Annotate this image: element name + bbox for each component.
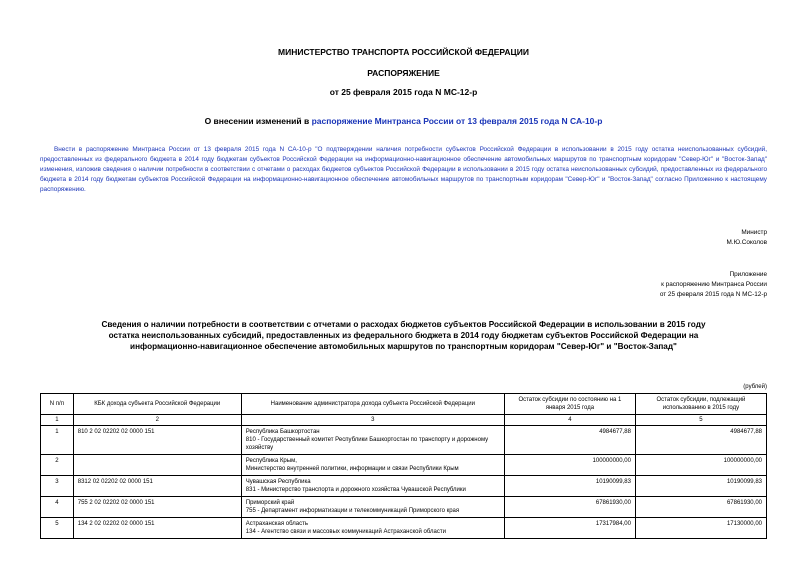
table-row: [41, 455, 767, 476]
appendix-label: Приложение: [729, 271, 767, 278]
row-admin: [241, 426, 504, 455]
header-rest-january: Остаток субсидии по состоянию на 1 января 2015 года: [504, 394, 635, 415]
intro-link-order[interactable]: распоряжение Минтранса России от 13 февраля 2015 года N СА-10-р: [85, 146, 312, 153]
title-prefix: О внесении изменений в: [204, 116, 312, 126]
document-title: [0, 116, 807, 126]
document-date: от 25 февраля 2015 года N МС-12-р: [329, 87, 478, 97]
intro-paragraph: [40, 145, 767, 195]
row-rest-january: 4984677,88: [504, 426, 635, 455]
row-number: 5: [41, 518, 74, 539]
document-type: РАСПОРЯЖЕНИЕ: [367, 68, 440, 78]
row-region: Республика Башкортостан: [245, 429, 320, 435]
row-kbk: 134 2 02 02202 02 0000 151: [73, 518, 241, 539]
intro-link-appendix[interactable]: Приложению: [684, 176, 723, 183]
row-admin: [241, 476, 504, 497]
subsidy-table: [40, 393, 767, 539]
signature-block: [726, 228, 767, 248]
appendix-line-2: к распоряжению Минтранса России: [661, 281, 767, 288]
row-number: 3: [41, 476, 74, 497]
row-number: 1: [41, 426, 74, 455]
table-column-numbers: [41, 415, 767, 426]
row-rest-january: 17317984,00: [504, 518, 635, 539]
header-kbk: КБК дохода субъекта Российской Федерации: [73, 394, 241, 415]
table-row: [41, 476, 767, 497]
col-number: 1: [41, 415, 74, 426]
table-row: [41, 426, 767, 455]
table-row: [41, 497, 767, 518]
row-admin-name: 810 - Государственный комитет Республики Башкортостан по транспорту и дорожному хозяйству: [245, 437, 489, 451]
appendix-block: [660, 270, 767, 300]
row-region: Приморский край: [245, 500, 295, 506]
appendix-line-3: от 25 февраля 2015 года N МС-12-р: [659, 291, 767, 298]
signature-role: Министр: [741, 229, 767, 236]
row-rest-use: 17130000,00: [635, 518, 766, 539]
row-number: 4: [41, 497, 74, 518]
row-rest-use: 4984677,88: [635, 426, 766, 455]
col-number: 2: [73, 415, 241, 426]
row-region: Астраханская область: [245, 521, 308, 527]
row-admin: [241, 455, 504, 476]
row-admin-name: 831 - Министерство транспорта и дорожного хозяйства Чувашской Республики: [245, 487, 466, 493]
row-region: Чувашская Республика: [245, 479, 311, 485]
col-number: 4: [504, 415, 635, 426]
ministry-name: МИНИСТЕРСТВО ТРАНСПОРТА РОССИЙСКОЙ ФЕДЕРАЦИИ: [278, 47, 529, 57]
intro-text-3: к настоящему распоряжению.: [40, 176, 767, 193]
row-admin-name: Министерство внутренней политики, информации и связи Республики Крым: [245, 466, 459, 472]
table-row: [41, 518, 767, 539]
row-kbk: [73, 455, 241, 476]
units-label: (рублей): [743, 384, 767, 390]
col-number: 5: [635, 415, 766, 426]
title-link[interactable]: распоряжение Минтранса России от 13 февраля 2015 года N СА-10-р: [311, 116, 603, 126]
header-rest-use: Остаток субсидии, подлежащий использованию в 2015 году: [635, 394, 766, 415]
row-rest-january: 67861930,00: [504, 497, 635, 518]
row-region: Республика Крым,: [245, 458, 297, 464]
row-rest-use: 10190099,83: [635, 476, 766, 497]
intro-text-1: Внести в: [54, 146, 86, 153]
header-number: N п/п: [41, 394, 74, 415]
row-kbk: 810 2 02 02202 02 0000 151: [73, 426, 241, 455]
row-admin: [241, 497, 504, 518]
row-kbk: 8312 02 02202 02 0000 151: [73, 476, 241, 497]
row-admin-name: 755 - Департамент информатизации и телекоммуникаций Приморского края: [245, 508, 460, 514]
intro-text-2: "О подтверждении наличия потребности субъектов Российской Федерации в использовании в 2015 году остатка неиспользованных субсидий, предоставленных из федерального бюджета в 2014 году бюджетам субъектов Российской Федерации на информационно-навигационное обеспечение автомобильных маршрутов по транспортным коридорам "Север-Юг" и "Восток-Запад" изменения, изложив сведения о наличии потребности в соответствии с отчетами о расходах бюджетов субъектов Российской Федерации в использовании в 2015 году остатка неиспользованных субсидий, предоставленных из федерального бюджета в 2014 году бюджетам субъектов Российской Федерации на информационно-навигационное обеспечение автомобильных маршрутов по транспортным коридорам "Север-Юг" и "Восток-Запад" согласно: [40, 146, 768, 183]
row-rest-use: 100000000,00: [635, 455, 766, 476]
row-admin: [241, 518, 504, 539]
row-rest-use: 67861930,00: [635, 497, 766, 518]
table-header-row: [41, 394, 767, 415]
signature-name: М.Ю.Соколов: [726, 239, 767, 246]
header-admin: Наименование администратора дохода субъекта Российской Федерации: [241, 394, 504, 415]
row-rest-january: 100000000,00: [504, 455, 635, 476]
row-number: 2: [41, 455, 74, 476]
col-number: 3: [241, 415, 504, 426]
table-title: Сведения о наличии потребности в соответствии с отчетами о расходах бюджетов субъектов Российской Федерации в использовании в 2015 году остатка неиспользованных субсидий, предоставленных из федерального бюджета в 2014 году бюджетам субъектов Российской Федерации на информационно-навигационное обеспечение автомобильных маршрутов по транспортным коридорам "Север-Юг" и "Восток-Запад": [101, 320, 706, 351]
row-rest-january: 10190099,83: [504, 476, 635, 497]
row-admin-name: 134 - Агентство связи и массовых коммуникаций Астраханской области: [245, 529, 446, 535]
row-kbk: 755 2 02 02202 02 0000 151: [73, 497, 241, 518]
